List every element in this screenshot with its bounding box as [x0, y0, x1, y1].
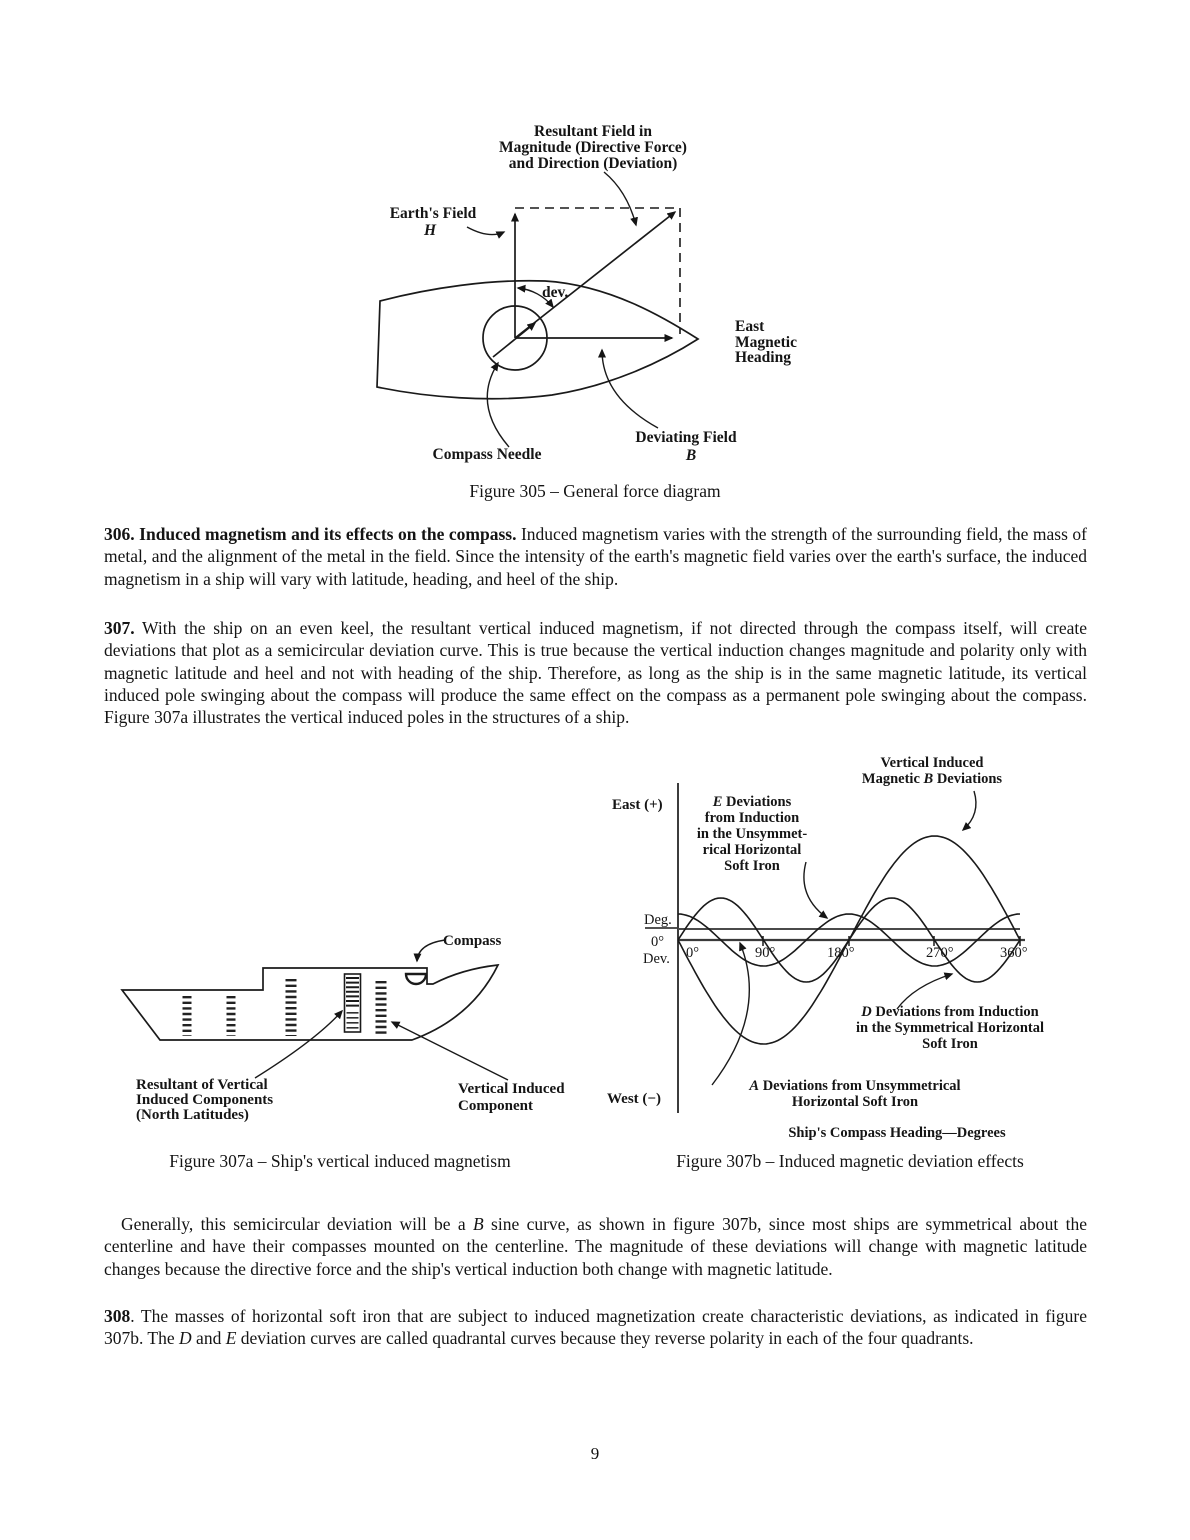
- svg-text:180°: 180°: [827, 945, 855, 961]
- vertical-induced-component-label: Vertical Induced: [458, 1081, 565, 1097]
- svg-text:E Deviations: E Deviations: [712, 794, 792, 810]
- figure-307b-labels: [607, 755, 1044, 1141]
- e-deviations-label: [697, 794, 808, 874]
- deviating-field-label: Deviating Field: [635, 429, 737, 446]
- zero-label: 0°: [651, 934, 665, 950]
- svg-text:(North Latitudes): (North Latitudes): [136, 1107, 249, 1123]
- svg-text:H: H: [423, 222, 437, 239]
- svg-text:B: B: [685, 447, 697, 464]
- svg-text:in the Symmetrical Horizontal: in the Symmetrical Horizontal: [855, 1020, 1045, 1036]
- svg-text:90°: 90°: [755, 945, 776, 961]
- figure-307b: [607, 755, 1044, 1141]
- svg-text:and Direction (Deviation): and Direction (Deviation): [508, 155, 678, 172]
- svg-text:from Induction: from Induction: [704, 810, 800, 826]
- svg-text:360°: 360°: [1000, 945, 1028, 961]
- svg-text:Soft Iron: Soft Iron: [922, 1036, 978, 1052]
- paragraph-307: 307. With the ship on an even keel, the resultant vertical induced magnetism, if not directed through the compass itself, will create deviations that plot as a semicircular deviation curve. This is true because the vertical induction changes magnitude and polarity only with magnetic latitude and heel and not with heading of the ship. Therefore, as long as the ship is in the same magnetic latitude, its vertical induced pole swinging about the compass will produce the same effect on the compass as a permanent pole swinging about the compass. Figure 307a illustrates the vertical induced poles in the structures of a ship.: [104, 618, 1087, 728]
- paragraph-general: Generally, this semicircular deviation will be a B sine curve, as shown in figure 307b, since most ships are symmetrical about the centerline and have their compasses mounted on the centerline. The magnitude of these deviations will change with magnetic latitude changes because the directive force and the ship's vertical induction both change with magnetic latitude.: [104, 1214, 1087, 1279]
- figure-307a-caption: Figure 307a – Ship's vertical induced magnetism: [169, 1151, 511, 1171]
- svg-text:Horizontal Soft Iron: Horizontal Soft Iron: [791, 1094, 919, 1110]
- figure-305-labels: [390, 123, 797, 464]
- figure-307b-caption: Figure 307b – Induced magnetic deviation effects: [676, 1151, 1024, 1171]
- ship-profile-outline: [122, 965, 498, 1040]
- vector-resultant: [515, 212, 675, 338]
- x-axis-title: Ship's Compass Heading—Degrees: [788, 1125, 1006, 1141]
- d-deviations-label: [856, 1004, 1044, 1052]
- ship-top-view-outline: [377, 281, 698, 399]
- svg-text:in the Unsymmet-: in the Unsymmet-: [696, 826, 808, 842]
- compass-label: Compass: [443, 933, 502, 949]
- compass-needle-label: Compass Needle: [432, 446, 542, 463]
- compass-needle: [493, 323, 535, 357]
- svg-text:Induced Components: Induced Components: [136, 1092, 274, 1108]
- figure-307a: [122, 940, 508, 1080]
- resultant-column: [345, 974, 361, 1032]
- east-magnetic-heading-label: East: [735, 318, 765, 335]
- east-axis-label: East (+): [612, 797, 663, 813]
- svg-text:D Deviations from Induction: D Deviations from Induction: [861, 1004, 1039, 1020]
- svg-text:A Deviations from Unsymmetrica: A Deviations from Unsymmetrical: [749, 1078, 961, 1094]
- dev-axis-label: Dev.: [643, 951, 670, 967]
- paragraph-307-number: 307.: [104, 618, 135, 638]
- paragraph-306: 306. Induced magnetism and its effects on the compass. Induced magnetism varies with the strength of the surrounding field, the mass of metal, and the alignment of the metal in the field. Since the intensity of the earth's magnetic field varies over the earth's surface, the induced magnetism in a ship will vary with latitude, heading, and heel of the ship.: [104, 524, 1088, 589]
- west-axis-label: West (−): [607, 1091, 661, 1107]
- svg-text:Magnetic: Magnetic: [735, 334, 797, 351]
- paragraph-306-heading: 306. Induced magnetism and its effects on the compass.: [104, 524, 517, 544]
- paragraph-308-number: 308: [104, 1306, 131, 1326]
- x-tick-labels: [686, 945, 1028, 961]
- earths-field-label: Earth's Field: [389, 205, 477, 222]
- figure-305-caption: Figure 305 – General force diagram: [469, 481, 721, 501]
- svg-text:Magnetic B Deviations: Magnetic B Deviations: [861, 771, 1003, 787]
- leader-arrows-305: [467, 172, 658, 447]
- svg-text:270°: 270°: [926, 945, 954, 961]
- svg-text:Component: Component: [458, 1098, 534, 1114]
- svg-text:Vertical Induced: Vertical Induced: [880, 755, 984, 771]
- svg-text:Heading: Heading: [735, 349, 791, 366]
- a-deviations-label: [748, 1078, 960, 1110]
- deg-label: Deg.: [644, 912, 672, 928]
- dev-label: dev.: [542, 284, 569, 301]
- compass-symbol: [406, 974, 426, 984]
- svg-text:rical Horizontal: rical Horizontal: [702, 842, 802, 858]
- resultant-label: Resultant Field in: [534, 123, 652, 140]
- resultant-components-label: Resultant of Vertical: [136, 1077, 268, 1093]
- b-deviations-label: [862, 755, 1003, 787]
- svg-text:Magnitude (Directive Force): Magnitude (Directive Force): [499, 139, 687, 156]
- svg-text:Soft Iron: Soft Iron: [724, 858, 780, 874]
- page-number: 9: [590, 1444, 600, 1463]
- paragraph-308: 308. The masses of horizontal soft iron that are subject to induced magnetization create characteristic deviations, as indicated in figure 307b. The D and E deviation curves are called quadrantal curves because they reverse polarity in each of the four quadrants.: [104, 1306, 1087, 1349]
- svg-text:0°: 0°: [686, 945, 700, 961]
